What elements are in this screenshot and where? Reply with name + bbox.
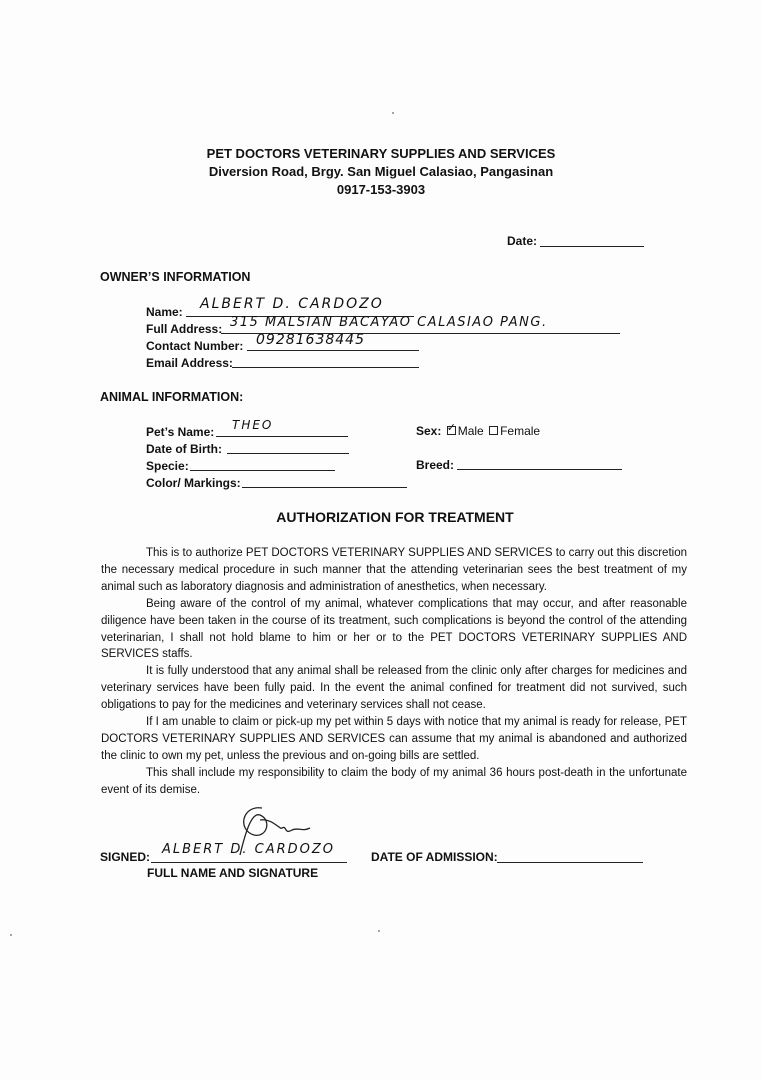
- dob-label: Date of Birth:: [146, 442, 222, 456]
- owner-email-line[interactable]: [232, 367, 419, 368]
- signed-name-value: ALBERT D. CARDOZO: [162, 842, 336, 857]
- specie-label: Specie:: [146, 459, 189, 473]
- date-label: Date:: [507, 234, 538, 248]
- pet-name-label: Pet’s Name:: [146, 425, 215, 439]
- owner-address-label: Full Address:: [146, 322, 223, 336]
- owner-contact-line[interactable]: [247, 350, 419, 351]
- sex-label: Sex:: [416, 424, 442, 438]
- pet-name-value: THEO: [232, 418, 274, 432]
- signed-label: SIGNED:: [100, 850, 151, 864]
- markings-label: Color/ Markings:: [146, 476, 241, 490]
- authorization-paragraph: If I am unable to claim or pick-up my pet within 5 days with notice that my animal is ready for release, PET DOCTORS VETERINARY SUPPLIES AND SERVICES can assume that my animal is abandoned and authorized the clinic to own my pet, unless the previous and on-going bills are settled.: [101, 716, 687, 762]
- specie-line[interactable]: [190, 470, 335, 471]
- date-field-line[interactable]: [540, 246, 644, 247]
- scan-speck: [392, 112, 394, 114]
- authorization-title: AUTHORIZATION FOR TREATMENT: [276, 509, 514, 525]
- owner-name-label: Name:: [146, 305, 183, 319]
- dob-line[interactable]: [227, 453, 349, 454]
- authorization-body: [101, 545, 687, 799]
- authorization-paragraph: This shall include my responsibility to claim the body of my animal 36 hours post-death in the unfortunate event of its demise.: [101, 766, 687, 796]
- breed-label: Breed:: [416, 458, 455, 472]
- company-name: PET DOCTORS VETERINARY SUPPLIES AND SERVICES: [206, 146, 556, 161]
- sex-male-label: Male: [457, 424, 484, 438]
- owner-email-label: Email Address:: [146, 356, 233, 370]
- authorization-paragraph: It is fully understood that any animal shall be released from the clinic only after charges for medicines and veterinary services have been fully paid. In the event the animal confined for treatment did not survived, such obligations to pay for the medicines and veterinary services shall not cease.: [101, 665, 687, 712]
- sex-field: [416, 424, 540, 438]
- owner-contact-value: 09281638445: [256, 332, 365, 348]
- sex-female-label: Female: [500, 424, 541, 438]
- owner-name-value: ALBERT D. CARDOZO: [200, 296, 384, 312]
- sex-male-checkbox[interactable]: [447, 426, 456, 435]
- owner-contact-label: Contact Number:: [146, 339, 244, 353]
- authorization-paragraph: Being aware of the control of my animal, whatever complications that may occur, and after reasonable diligence have been taken in the course of its treatment, such complications is beyond the control of the attending veterinarian, I shall not hold blame to him or her or to the PET DOCTORS VETERINARY SUPPLIES AND SERVICES staffs.: [101, 597, 687, 661]
- animal-section-title: ANIMAL INFORMATION:: [100, 390, 244, 404]
- breed-line[interactable]: [457, 469, 622, 470]
- scan-speck: [10, 934, 12, 936]
- company-phone: 0917-153-3903: [336, 182, 426, 197]
- sex-female-checkbox[interactable]: [489, 426, 498, 435]
- markings-line[interactable]: [242, 487, 407, 488]
- form-header: [0, 145, 762, 199]
- admission-date-line[interactable]: [497, 862, 643, 863]
- company-address: Diversion Road, Brgy. San Miguel Calasiao, Pangasinan: [208, 164, 554, 179]
- authorization-paragraph: This is to authorize PET DOCTORS VETERINARY SUPPLIES AND SERVICES to carry out this discretion the necessary medical procedure in such manner that the attending veterinarian sees the best treatment of my animal such as laboratory diagnosis and administration of anesthetics, when necessary.: [101, 547, 687, 593]
- admission-date-label: DATE OF ADMISSION:: [371, 850, 498, 864]
- owner-address-value: 315 MALSIAN BACAYAO CALASIAO PANG.: [230, 315, 548, 330]
- owner-section-title: OWNER’S INFORMATION: [100, 270, 251, 284]
- signature-caption: FULL NAME AND SIGNATURE: [147, 866, 319, 880]
- pet-name-line[interactable]: [216, 436, 348, 437]
- scan-speck: [378, 930, 380, 932]
- signature-line[interactable]: [151, 862, 347, 863]
